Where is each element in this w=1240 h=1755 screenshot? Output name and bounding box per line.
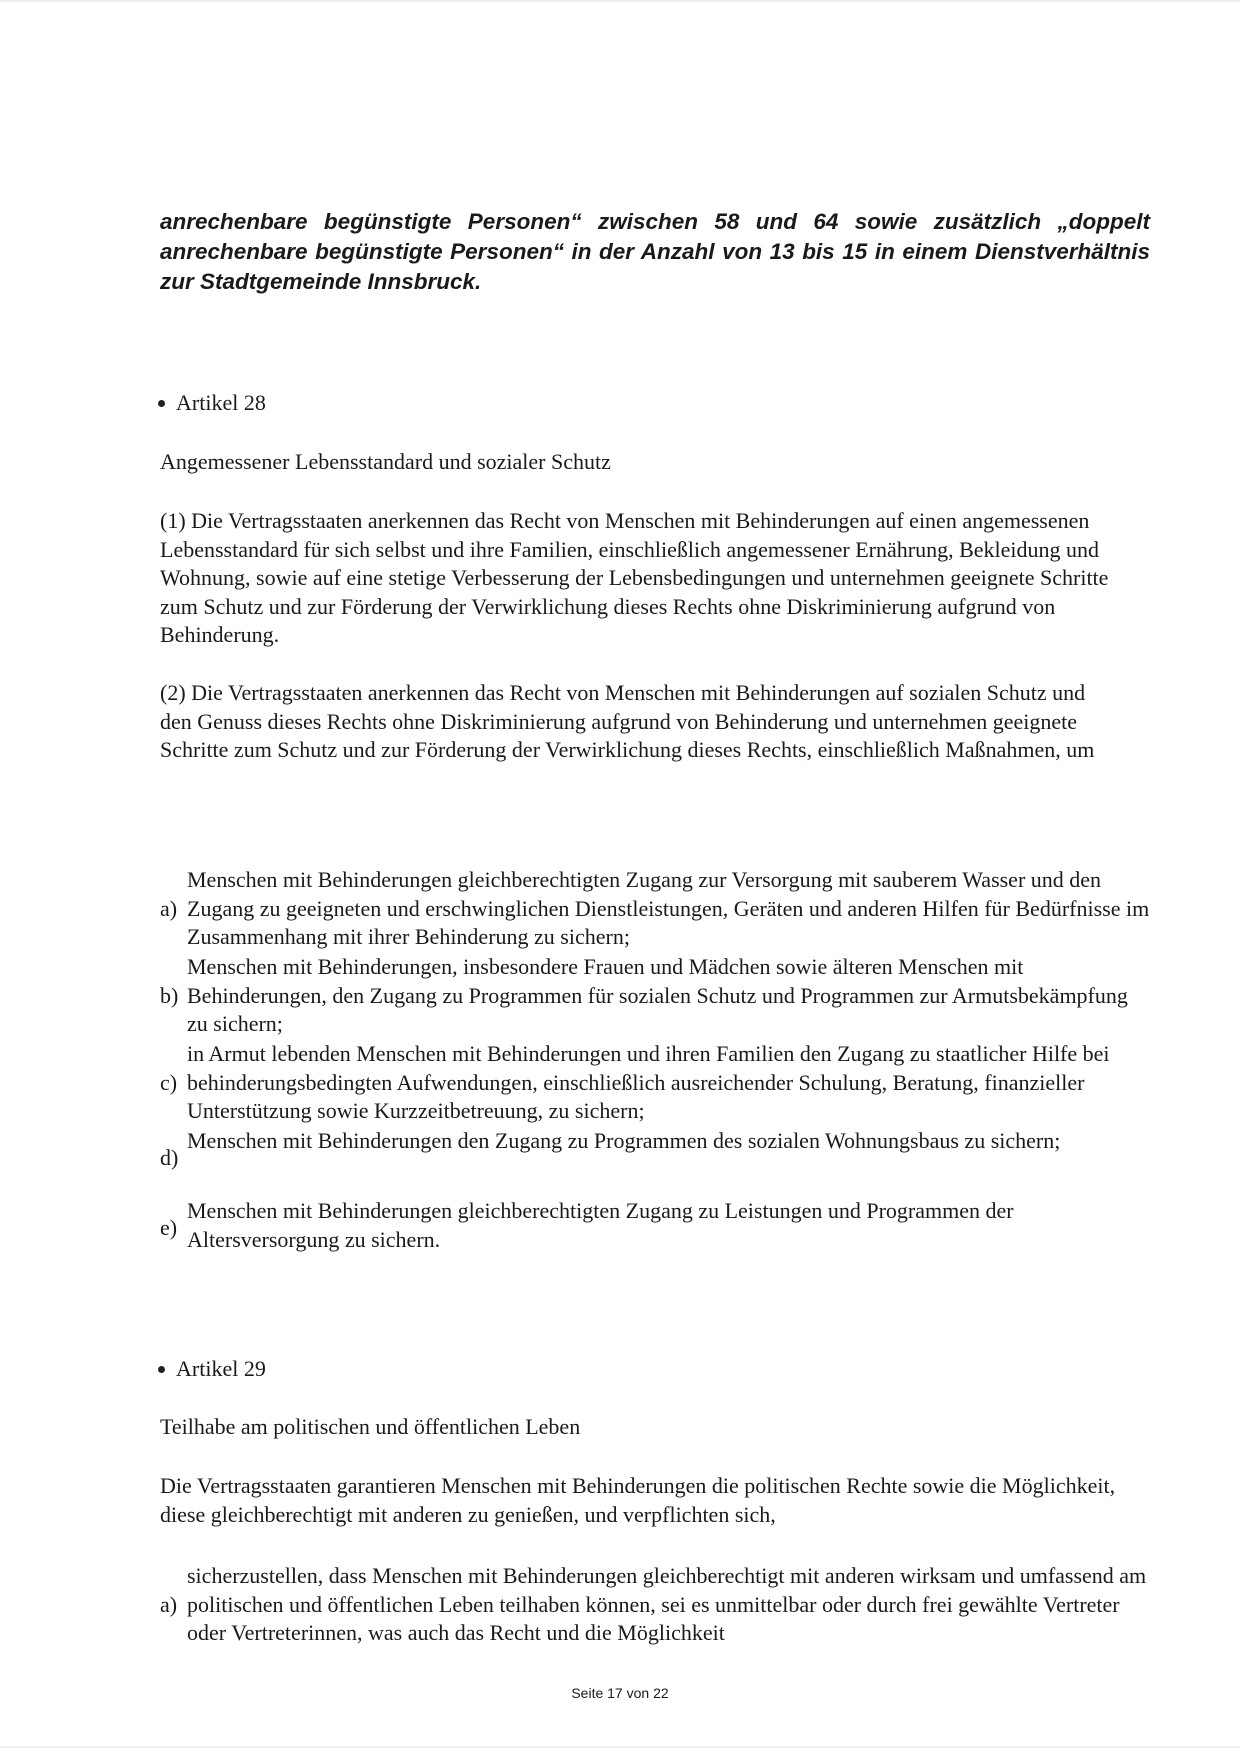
scan-edge-bottom xyxy=(0,1746,1240,1748)
article-28-heading xyxy=(156,390,266,416)
article-29-title: Teilhabe am politischen und öffentlichen Leben xyxy=(160,1414,581,1439)
list-item-text: Menschen mit Behinderungen gleichberechtigten Zugang zur Versorgung mit sauberem Wasser und den Zugang zu geeigneten und erschwinglichen Dienstleistungen, Geräten und anderen Hilfen für Bedürfnisse im Zusammenhang mit ihrer Behinderung zu sichern; xyxy=(187,867,1150,950)
list-marker: a) xyxy=(160,1592,178,1617)
article-28-item-e xyxy=(160,1197,1150,1254)
article-28-heading-text: Artikel 28 xyxy=(176,390,266,415)
list-marker: c) xyxy=(160,1070,178,1095)
article-29-heading xyxy=(156,1356,266,1382)
article-28-item-d xyxy=(160,1127,1150,1170)
article-28-paragraph-2: (2) Die Vertragsstaaten anerkennen das Recht von Menschen mit Behinderungen auf sozialen Schutz und den Genuss dieses Rechts ohne Diskriminierung aufgrund von Behinderung und unternehmen geeignete Schritte zum Schutz und zur Förderung der Verwirklichung dieses Rechts, einschließlich Maßnahmen, um xyxy=(160,680,1095,763)
list-marker: d) xyxy=(160,1145,179,1170)
bullet-icon xyxy=(158,400,165,407)
list-item-text: sicherzustellen, dass Menschen mit Behinderungen gleichberechtigt mit anderen wirksam und umfassend am politischen und öffentlichen Leben teilhaben können, sei es unmittelbar oder durch frei gewählte Vertreter oder Vertreterinnen, was auch das Recht und die Möglichkeit xyxy=(187,1563,1147,1646)
list-marker: a) xyxy=(160,896,178,921)
article-28-item-c xyxy=(160,1040,1150,1126)
article-28-item-b xyxy=(160,953,1150,1039)
list-item-text: Menschen mit Behinderungen gleichberechtigten Zugang zu Leistungen und Programmen der Altersversorgung zu sichern. xyxy=(187,1198,1014,1252)
list-item-text: in Armut lebenden Menschen mit Behinderungen und ihren Familien den Zugang zu staatlicher Hilfe bei behinderungsbedingten Aufwendungen, einschließlich ausreichender Schulung, Beratung, finanzieller Unterstützung sowie Kurzzeitbetreuung, zu sichern; xyxy=(187,1041,1110,1124)
article-29-paragraph-1: Die Vertragsstaaten garantieren Menschen mit Behinderungen die politischen Rechte sowie die Möglichkeit, diese gleichberechtigt mit anderen zu genießen, und verpflichten sich, xyxy=(160,1473,1116,1527)
article-29-item-a xyxy=(160,1562,1150,1648)
bullet-icon xyxy=(158,1366,165,1373)
article-28-title: Angemessener Lebensstandard und sozialer Schutz xyxy=(160,449,611,474)
intro-bold-paragraph: anrechenbare begünstigte Personen“ zwischen 58 und 64 sowie zusätzlich „doppelt anrechenbare begünstigte Personen“ in der Anzahl von 13 bis 15 in einem Dienstverhältnis zur Stadtgemeinde Innsbruck. xyxy=(160,209,1150,294)
list-marker: e) xyxy=(160,1215,178,1240)
article-28-item-a xyxy=(160,866,1150,952)
scan-edge-top xyxy=(0,0,1240,2)
article-29-heading-text: Artikel 29 xyxy=(176,1356,266,1381)
page-number-footer: Seite 17 von 22 xyxy=(571,1685,669,1701)
list-item-text: Menschen mit Behinderungen, insbesondere Frauen und Mädchen sowie älteren Menschen mit Behinderungen, den Zugang zu Programmen für sozialen Schutz und Programmen zur Armutsbekämpfung zu sichern; xyxy=(187,954,1128,1037)
list-item-text: Menschen mit Behinderungen den Zugang zu Programmen des sozialen Wohnungsbaus zu sichern; xyxy=(187,1128,1061,1153)
list-marker: b) xyxy=(160,983,179,1008)
article-28-paragraph-1: (1) Die Vertragsstaaten anerkennen das Recht von Menschen mit Behinderungen auf einen angemessenen Lebensstandard für sich selbst und ihre Familien, einschließlich angemessener Ernährung, Bekleidung und Wohnung, sowie auf eine stetige Verbesserung der Lebensbedingungen und unternehmen geeignete Schritte zum Schutz und zur Förderung der Verwirklichung dieses Rechts ohne Diskriminierung aufgrund von Behinderung. xyxy=(160,508,1109,648)
